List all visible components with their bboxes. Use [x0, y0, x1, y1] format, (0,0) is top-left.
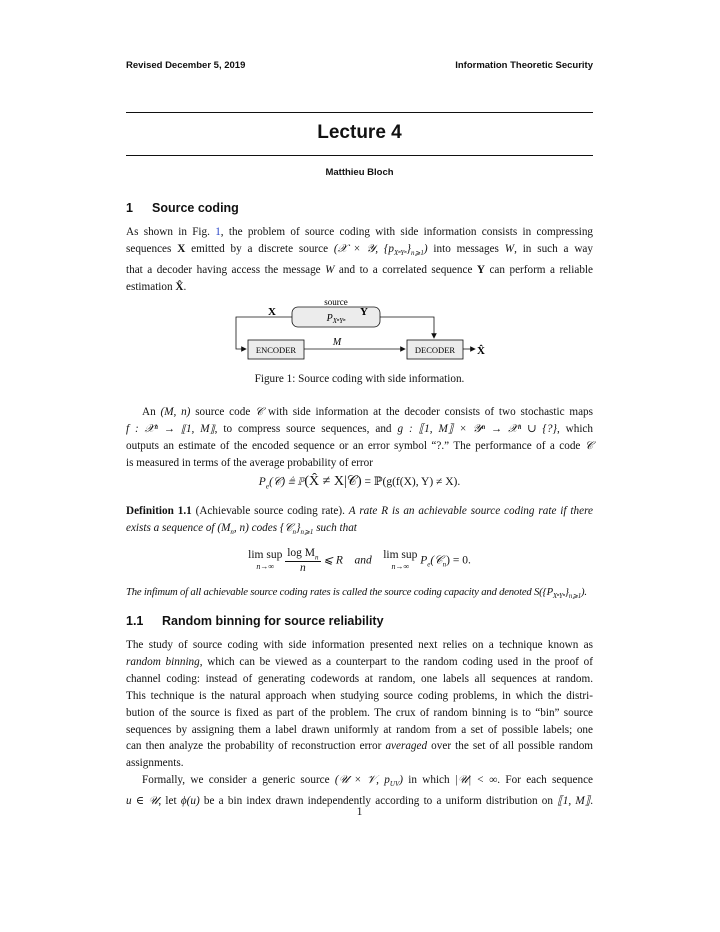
subsection-title: Random binning for source reliability: [162, 614, 384, 628]
subsection-heading: [126, 614, 384, 628]
error-probability-equation: $P_e(𝒞)$ ≜ ℙ(X̂ ≠ X|𝒞) = ℙ(g(f(X), Y) ≠ X).: [258, 474, 461, 491]
x-label: X: [268, 306, 276, 318]
page-number: 1: [356, 806, 363, 818]
running-header-date: Revised December 5, 2019: [126, 60, 246, 71]
definition-paragraph: Definition 1.1 (Achievable source coding rate). A rate R is an achievable source coding rate if there exists a sequence of ($M_n$, n) codes $\{𝒞_n\}_{n⩾1}$ such that: [126, 505, 593, 537]
infimum-statement: The infimum of all achievable source coding rates is called the source coding capacity and denoted $S(\{P_{X^nY^n}\}_{n⩾1})$.: [126, 586, 587, 601]
author: Matthieu Bloch: [325, 167, 394, 178]
code-definition-paragraph: An (M, n) source code 𝒞 with side information at the decoder consists of two stochastic maps f : 𝒳ⁿ → ⟦1, M⟧, to compress source sequences, and g : ⟦1, M⟧ × 𝒴ⁿ → 𝒳ⁿ ∪ {?}, which outputs an estimate of the encoded sequence or an error symbol “?.” The performance of a code 𝒞 is measured in terms of the average probability of error: [126, 406, 593, 469]
figure-caption: Figure 1: Source coding with side information.: [254, 373, 465, 385]
definition-label: Definition 1.1: [126, 505, 192, 517]
encoder-label: ENCODER: [255, 345, 297, 355]
running-header-course: Information Theoretic Security: [455, 60, 593, 71]
output-label: X̂: [477, 345, 485, 357]
y-label: Y: [360, 306, 368, 318]
decoder-label: DECODER: [414, 345, 456, 355]
intro-paragraph: As shown in Fig. 1, the problem of source coding with side information consists in compressing sequences X emitted by a discrete source (𝒳 × 𝒴, $\{p_{X^nY^n}\}_{n⩾1}$) into messages W, in such a way that a decoder having access the message W and to a correlated sequence Y can perform a reliable estimation X̂.: [126, 226, 594, 293]
source-label: source: [324, 297, 348, 307]
message-label: M: [332, 337, 342, 348]
source-distribution: $P_{X^nY^n}$: [326, 313, 346, 325]
subsection-number: 1.1: [126, 614, 144, 628]
section-number: 1: [126, 201, 133, 215]
y-arrow: [380, 317, 434, 338]
random-binning-paragraph: The study of source coding with side information presented next relies on a technique known as random binning, which can be viewed as a counterpart to the random coding used in the proof of channel coding: instead of generating codewords at random, one labels all sequences at random. This technique is the natural approach when studying source coding problems, in which the distri- bution of the source is fixed as part of the problem. The crux of random binning is to “bin” source sequences by assigning them a label drawn uniformly at random from a set of possible labels; one can then analyze the probability of reconstruction error averaged over the set of all possible random assignments. Formally, we consider a generic source (𝒰 × 𝒱, $p_{UV}$) in which |𝒰| < ∞. For each sequence u ∈ 𝒰, let ϕ(u) be a bin index drawn independently according to a uniform distribution on ⟦1, M⟧.: [126, 639, 594, 808]
lecture-title: Lecture 4: [317, 122, 402, 143]
achievability-equation: lim sup n→∞ $\frac{\log M_n}{n}$ ⩽ R and lim sup n→∞ $P_e(𝒞_n) = 0$.: [248, 547, 471, 575]
section-title: Source coding: [152, 201, 239, 215]
figure-link[interactable]: 1: [215, 226, 221, 238]
